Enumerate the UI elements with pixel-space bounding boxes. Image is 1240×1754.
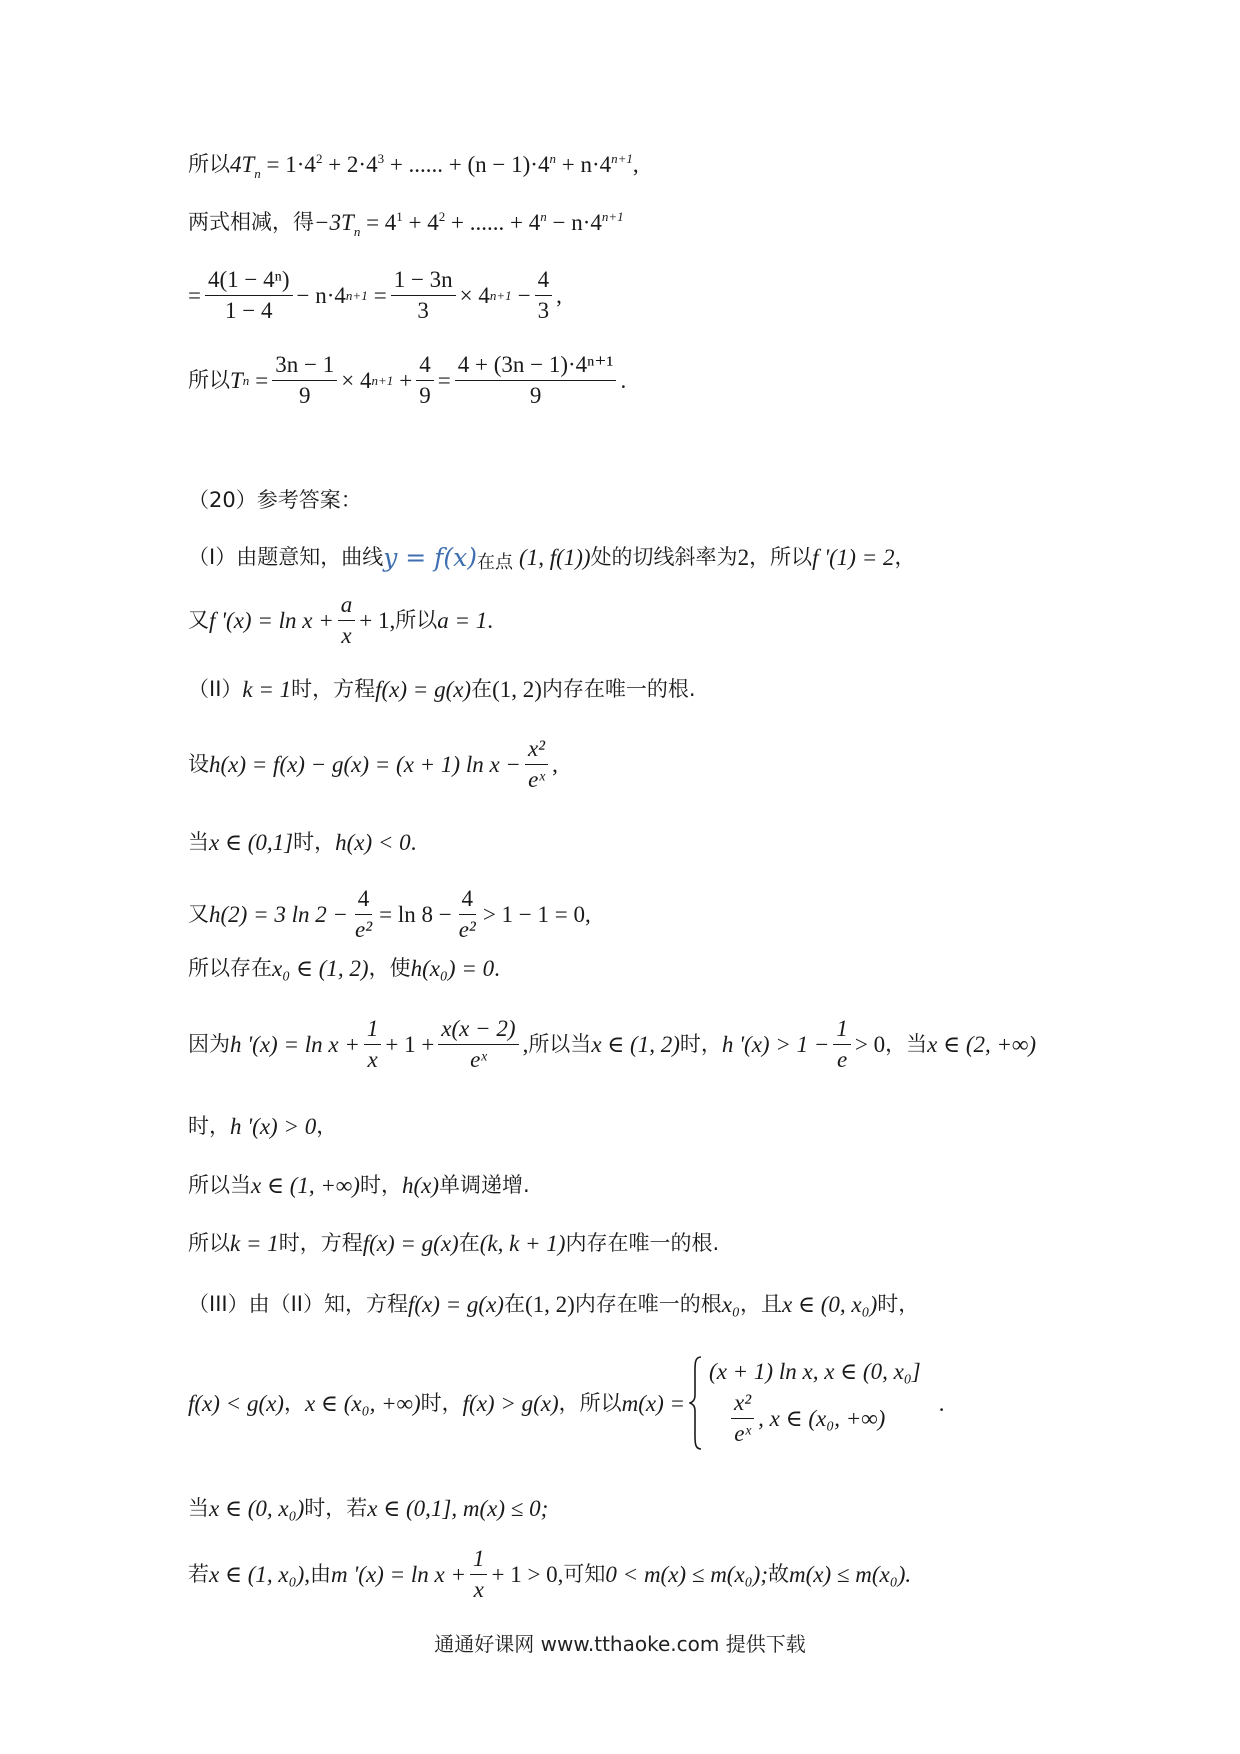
math: x ∈ (0, x₀) bbox=[209, 1496, 305, 1521]
math: + 2·4 bbox=[322, 152, 378, 177]
line-6 bbox=[188, 543, 916, 573]
math: f(x) = g(x) bbox=[375, 677, 472, 702]
numerator: 1 bbox=[470, 1547, 488, 1575]
fraction bbox=[272, 353, 337, 408]
fraction bbox=[470, 1547, 488, 1602]
text: 时，若 bbox=[304, 1496, 368, 1520]
page-footer: 通通好课网 www.tthaoke.com 提供下载 bbox=[434, 1632, 806, 1656]
math: + ...... + 4 bbox=[445, 210, 541, 235]
numerator: 1 − 3n bbox=[391, 268, 456, 296]
section-heading: （20）参考答案： bbox=[188, 488, 362, 512]
case-1: (x + 1) ln x, x ∈ (0, x₀] bbox=[709, 1358, 921, 1384]
text: 所以当 bbox=[528, 1032, 592, 1057]
line-9 bbox=[188, 737, 558, 792]
line-10 bbox=[188, 831, 416, 854]
fraction bbox=[455, 353, 617, 408]
fraction bbox=[416, 353, 434, 408]
numerator: x(x − 2) bbox=[438, 1017, 518, 1045]
math: x ∈ (0,1] bbox=[209, 830, 294, 855]
math: , bbox=[556, 283, 562, 309]
math: × 4 bbox=[341, 368, 372, 394]
math: + 1, bbox=[359, 608, 396, 634]
fraction bbox=[731, 1391, 754, 1446]
text: ，当 bbox=[885, 1032, 928, 1057]
math: m(x) ≤ m(x₀). bbox=[789, 1562, 912, 1588]
math: x ∈ (2, +∞) bbox=[927, 1032, 1037, 1058]
math: x₀ bbox=[721, 1292, 740, 1317]
denominator: x bbox=[473, 1577, 484, 1603]
text: （II） bbox=[188, 677, 243, 701]
text: （III）由（II）知，方程 bbox=[188, 1292, 408, 1316]
math: − bbox=[517, 283, 531, 309]
denominator: eˣ bbox=[528, 767, 545, 793]
math: f(x) = g(x) bbox=[362, 1231, 459, 1256]
line-20 bbox=[188, 1547, 911, 1602]
math: 0 < m(x) ≤ m(x₀); bbox=[605, 1562, 768, 1588]
text: 设 bbox=[188, 752, 209, 777]
math: (k, k + 1) bbox=[479, 1231, 566, 1256]
left-brace-icon bbox=[689, 1355, 703, 1451]
denominator: 1 − 4 bbox=[225, 298, 273, 324]
math: x ∈ (0, x₀) bbox=[781, 1292, 878, 1317]
math: −3T bbox=[314, 210, 354, 235]
numerator: 4 bbox=[535, 268, 553, 296]
text: 若 bbox=[188, 1562, 209, 1587]
text: 因为 bbox=[188, 1032, 230, 1057]
text: 时， bbox=[679, 1032, 722, 1057]
numerator: x² bbox=[731, 1391, 754, 1419]
math: f(x) = g(x) bbox=[407, 1292, 504, 1317]
text: 当 bbox=[188, 1496, 209, 1520]
math: = bbox=[255, 368, 269, 394]
text: 由 bbox=[310, 1562, 332, 1587]
text: 时， bbox=[877, 1292, 920, 1316]
math: . bbox=[410, 830, 417, 855]
math: , bbox=[522, 1032, 529, 1058]
math: h(x) = f(x) − g(x) = (x + 1) ln x − bbox=[209, 752, 521, 778]
line-3: = $\frac{\text{4(1 − 4ⁿ)}}{1 - 4}$ − n·4 n+1 = $\frac{1 - 3n}{3}$ × 4 n+1 − $\frac{4}{3}$ , bbox=[188, 267, 562, 324]
math: (1, 2) bbox=[492, 677, 542, 702]
text: ，且 bbox=[739, 1292, 782, 1316]
line-2 bbox=[188, 209, 624, 239]
fraction bbox=[364, 1017, 382, 1072]
math: = ln 8 − bbox=[379, 902, 452, 928]
math: y = f(x) bbox=[383, 543, 478, 572]
math: = bbox=[373, 283, 387, 309]
line-18 bbox=[188, 1355, 945, 1451]
text: 所以当 bbox=[188, 1173, 251, 1197]
math: > 0 bbox=[854, 1032, 886, 1058]
denominator: e² bbox=[355, 917, 373, 943]
math: f '(1) = 2 bbox=[812, 545, 895, 570]
math: . bbox=[938, 1390, 945, 1416]
text: 故 bbox=[768, 1562, 789, 1587]
math: = bbox=[188, 283, 201, 309]
line-4: 所以 T n = $\frac{3n - 1}{9}$ × 4 n+1 + $\frac{4}{9}$ = $\frac{\text{4 + (3n − 1)·4ⁿ⁺¹}}{9}$ . bbox=[188, 352, 627, 409]
math: x ∈ (x₀, +∞) bbox=[304, 1390, 421, 1416]
denominator: eˣ bbox=[734, 1421, 751, 1446]
math: k = 1 bbox=[242, 677, 292, 702]
math: + ...... + (n − 1)·4 bbox=[384, 152, 550, 177]
numerator: 4 bbox=[459, 887, 477, 915]
math: > 1 − 1 = 0, bbox=[482, 902, 591, 928]
denominator: 9 bbox=[529, 383, 542, 409]
math: 2 bbox=[737, 545, 750, 570]
math: + 1 + bbox=[385, 1032, 435, 1058]
text: ， bbox=[894, 545, 916, 569]
fraction bbox=[205, 268, 293, 323]
text: 内存在唯一的根. bbox=[541, 677, 696, 701]
math: h(x₀) = 0 bbox=[410, 956, 495, 981]
math: n bbox=[353, 224, 361, 239]
math: f '(x) = ln x + bbox=[209, 608, 334, 634]
line-13 bbox=[188, 1017, 1036, 1072]
denominator: e bbox=[837, 1047, 848, 1073]
math: m(x) = bbox=[621, 1390, 686, 1416]
math: x ∈ (1, 2) bbox=[591, 1032, 680, 1058]
math: , bbox=[552, 752, 558, 778]
numerator: 4 + (3n − 1)·4ⁿ⁺¹ bbox=[455, 353, 617, 381]
numerator: 4(1 − 4ⁿ) bbox=[205, 268, 293, 296]
text: 时，方程 bbox=[291, 677, 376, 701]
text: ， bbox=[316, 1114, 338, 1138]
line-19 bbox=[188, 1497, 548, 1520]
denominator: 9 bbox=[419, 383, 431, 409]
text: 所以 bbox=[395, 608, 438, 633]
text: 时， bbox=[293, 830, 336, 854]
line-11 bbox=[188, 887, 591, 942]
math: , bbox=[632, 152, 639, 177]
numerator: a bbox=[338, 593, 356, 621]
math: (1, f(1)) bbox=[519, 545, 591, 570]
text: 时，方程 bbox=[278, 1231, 363, 1255]
math: + n·4 bbox=[555, 152, 612, 177]
math: + 4 bbox=[402, 210, 439, 235]
math: 2 bbox=[315, 151, 323, 166]
math: . bbox=[494, 956, 500, 981]
math: + bbox=[399, 368, 413, 394]
text: 在点 bbox=[477, 551, 514, 573]
denominator: x bbox=[367, 1047, 378, 1073]
numerator: 3n − 1 bbox=[272, 353, 337, 381]
math: n+1 bbox=[611, 151, 633, 166]
denominator: 9 bbox=[299, 383, 311, 409]
line-8 bbox=[188, 678, 696, 701]
text: 所以 bbox=[188, 368, 230, 393]
text: 所以存在 bbox=[188, 956, 272, 980]
math: m '(x) = ln x + bbox=[331, 1562, 466, 1588]
text: 两式相减，得 bbox=[188, 210, 314, 234]
denominator: 3 bbox=[537, 298, 550, 324]
math: n bbox=[549, 151, 556, 166]
fraction bbox=[535, 268, 553, 323]
line-15 bbox=[188, 1174, 530, 1197]
math: = 1·4 bbox=[260, 152, 316, 177]
math: n bbox=[254, 166, 261, 181]
denominator: x bbox=[341, 623, 352, 649]
math: = bbox=[437, 368, 451, 394]
math: n+1 bbox=[601, 209, 624, 224]
text: ， bbox=[283, 1390, 305, 1415]
text: 单调递增. bbox=[439, 1173, 530, 1197]
piecewise-cases bbox=[709, 1360, 921, 1446]
math: . bbox=[487, 608, 493, 634]
math: 1 bbox=[396, 209, 403, 224]
math: 4T bbox=[230, 152, 255, 177]
text: 所以 bbox=[188, 1231, 230, 1255]
text: 在 bbox=[503, 1292, 525, 1316]
math: f(x) < g(x) bbox=[188, 1390, 284, 1416]
text: 当 bbox=[188, 830, 209, 854]
numerator: 4 bbox=[416, 353, 434, 381]
math: − n·4 bbox=[546, 210, 602, 235]
text: 内存在唯一的根 bbox=[574, 1292, 722, 1316]
text: 所以 bbox=[188, 152, 230, 176]
fraction bbox=[352, 887, 375, 942]
math: x ∈ (1, x₀), bbox=[209, 1562, 311, 1588]
math: = 4 bbox=[360, 210, 397, 235]
text: 又 bbox=[188, 902, 209, 927]
line-17 bbox=[188, 1293, 919, 1316]
denominator: eˣ bbox=[470, 1047, 487, 1073]
line-5 bbox=[188, 490, 362, 511]
fraction bbox=[456, 887, 479, 942]
numerator: x² bbox=[525, 737, 548, 765]
text: 在 bbox=[471, 677, 493, 701]
text: ，所以 bbox=[749, 545, 813, 569]
line-12 bbox=[188, 957, 500, 980]
math: x ∈ (0,1], m(x) ≤ 0; bbox=[367, 1496, 549, 1521]
math: (1, 2) bbox=[524, 1292, 575, 1317]
math: h(2) = 3 ln 2 − bbox=[209, 902, 348, 928]
math: n bbox=[540, 209, 547, 224]
case-2 bbox=[709, 1391, 921, 1446]
math: 2 bbox=[438, 209, 446, 224]
denominator: 3 bbox=[417, 298, 429, 324]
fraction bbox=[525, 737, 548, 792]
math: + 1 > 0, bbox=[491, 1562, 564, 1588]
math: . bbox=[620, 368, 627, 394]
fraction bbox=[391, 268, 456, 323]
math: x ∈ (1, +∞) bbox=[251, 1173, 360, 1198]
line-16 bbox=[188, 1232, 719, 1255]
math: h '(x) = ln x + bbox=[230, 1032, 360, 1058]
line-7 bbox=[188, 593, 493, 648]
text: 时， bbox=[420, 1390, 463, 1415]
text: 又 bbox=[188, 608, 209, 633]
text: 内存在唯一的根. bbox=[565, 1231, 720, 1255]
text: ，所以 bbox=[558, 1390, 622, 1415]
numerator: 4 bbox=[355, 887, 373, 915]
text: 时， bbox=[359, 1173, 402, 1197]
numerator: 1 bbox=[833, 1017, 851, 1045]
math: h '(x) > 0 bbox=[230, 1114, 317, 1139]
math: × 4 bbox=[459, 283, 490, 309]
text: 时， bbox=[188, 1114, 230, 1138]
math: 3 bbox=[377, 151, 385, 166]
math: a = 1 bbox=[437, 608, 488, 634]
math: h(x) bbox=[401, 1173, 440, 1198]
math: h(x) < 0 bbox=[335, 830, 411, 855]
text: 处的切线斜率为 bbox=[590, 545, 738, 569]
math: k = 1 bbox=[230, 1231, 279, 1256]
line-14 bbox=[188, 1115, 337, 1138]
math: x₀ ∈ (1, 2) bbox=[272, 956, 369, 981]
denominator: e² bbox=[458, 917, 476, 943]
text: （I）由题意知，曲线 bbox=[188, 545, 384, 569]
fraction bbox=[833, 1017, 851, 1072]
text: ，使 bbox=[368, 956, 411, 980]
numerator: 1 bbox=[364, 1017, 382, 1045]
fraction bbox=[438, 1017, 518, 1072]
math: − n·4 bbox=[296, 283, 346, 309]
math: f(x) > g(x) bbox=[462, 1390, 559, 1416]
line-1 bbox=[188, 151, 639, 181]
text: 可知 bbox=[563, 1562, 606, 1587]
math: h '(x) > 1 − bbox=[721, 1032, 830, 1058]
fraction bbox=[338, 593, 356, 648]
math: , x ∈ (x₀, +∞) bbox=[758, 1406, 886, 1431]
text: 在 bbox=[458, 1231, 480, 1255]
math: T bbox=[230, 368, 243, 394]
